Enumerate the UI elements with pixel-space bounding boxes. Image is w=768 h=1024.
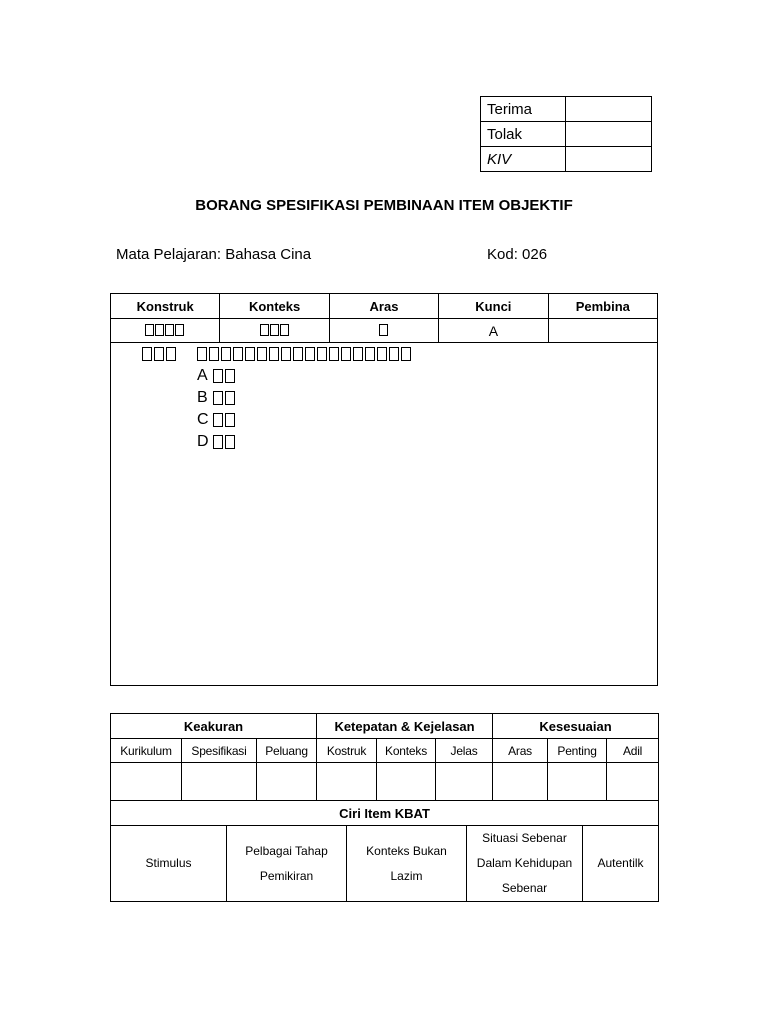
kunci-value: A bbox=[439, 319, 548, 343]
option-text bbox=[213, 413, 236, 427]
status-row-terima bbox=[481, 97, 652, 122]
item-spec-table bbox=[110, 293, 658, 686]
status-value-cell bbox=[566, 97, 652, 122]
kbat-title-row bbox=[111, 801, 659, 826]
answer-option-b bbox=[197, 389, 236, 407]
review-status-table bbox=[480, 96, 652, 172]
konstruk-value bbox=[111, 319, 220, 343]
score-cell bbox=[548, 763, 607, 801]
score-cell bbox=[182, 763, 257, 801]
form-title: BORANG SPESIFIKASI PEMBINAAN ITEM OBJEKTIF bbox=[195, 197, 573, 214]
score-cell bbox=[493, 763, 548, 801]
status-label: Terima bbox=[481, 97, 566, 122]
group-ketepatan-kejelasan: Ketepatan & Kejelasan bbox=[317, 714, 493, 739]
evaluation-table bbox=[110, 713, 659, 902]
status-row-kiv bbox=[481, 147, 652, 172]
kbat-stimulus: Stimulus bbox=[111, 826, 227, 901]
spec-header-row bbox=[111, 294, 658, 319]
option-letter: B bbox=[197, 389, 208, 406]
question-body bbox=[111, 343, 658, 686]
criterion-penting: Penting bbox=[548, 739, 607, 763]
criterion-aras: Aras bbox=[493, 739, 548, 763]
criterion-kurikulum: Kurikulum bbox=[111, 739, 182, 763]
question-stem bbox=[197, 347, 412, 361]
score-cell bbox=[436, 763, 493, 801]
group-kesesuaian: Kesesuaian bbox=[493, 714, 659, 739]
konteks-value bbox=[220, 319, 329, 343]
criterion-kostruk: Kostruk bbox=[317, 739, 377, 763]
criteria-group-row bbox=[111, 714, 659, 739]
score-cell bbox=[257, 763, 317, 801]
score-cell bbox=[111, 763, 182, 801]
kbat-table bbox=[111, 826, 658, 901]
criteria-score-row bbox=[111, 763, 659, 801]
kbat-row bbox=[111, 826, 659, 902]
status-label: KIV bbox=[481, 147, 566, 172]
kbat-container bbox=[111, 826, 659, 902]
kbat-situasi-sebenar: Situasi Sebenar Dalam Kehidupan Sebenar bbox=[467, 826, 583, 901]
option-letter: A bbox=[197, 367, 208, 384]
subject-line: Mata Pelajaran: Bahasa Cina bbox=[116, 246, 312, 263]
spec-header-konteks: Konteks bbox=[220, 294, 329, 319]
pembina-value bbox=[548, 319, 657, 343]
criterion-peluang: Peluang bbox=[257, 739, 317, 763]
subject-code: Kod: 026 bbox=[487, 246, 548, 263]
option-letter: C bbox=[197, 411, 209, 428]
spec-header-konstruk: Konstruk bbox=[111, 294, 220, 319]
criterion-spesifikasi: Spesifikasi bbox=[182, 739, 257, 763]
score-cell bbox=[317, 763, 377, 801]
kbat-pelbagai-tahap: Pelbagai Tahap Pemikiran bbox=[227, 826, 347, 901]
spec-value-row bbox=[111, 319, 658, 343]
criterion-jelas: Jelas bbox=[436, 739, 493, 763]
score-cell bbox=[377, 763, 436, 801]
status-row-tolak bbox=[481, 122, 652, 147]
answer-option-c bbox=[197, 411, 236, 429]
option-letter: D bbox=[197, 433, 209, 450]
status-value-cell bbox=[566, 122, 652, 147]
answer-option-d bbox=[197, 433, 236, 451]
spec-header-aras: Aras bbox=[329, 294, 438, 319]
kbat-autentik: Autentilk bbox=[597, 856, 644, 870]
spec-header-pembina: Pembina bbox=[548, 294, 657, 319]
criteria-subheader-row bbox=[111, 739, 659, 763]
option-text bbox=[213, 369, 236, 383]
status-label: Tolak bbox=[481, 122, 566, 147]
kbat-title: Ciri Item KBAT bbox=[111, 801, 659, 826]
question-body-row bbox=[111, 343, 658, 686]
option-text bbox=[213, 391, 236, 405]
criterion-konteks: Konteks bbox=[377, 739, 436, 763]
option-text bbox=[213, 435, 236, 449]
kbat-konteks-bukan-lazim: Konteks Bukan Lazim bbox=[347, 826, 467, 901]
spec-header-kunci: Kunci bbox=[439, 294, 548, 319]
status-value-cell bbox=[566, 147, 652, 172]
score-cell bbox=[607, 763, 659, 801]
answer-option-a bbox=[197, 367, 236, 385]
aras-value bbox=[329, 319, 438, 343]
group-keakuran: Keakuran bbox=[111, 714, 317, 739]
question-number bbox=[142, 347, 177, 361]
criterion-adil: Adil bbox=[607, 739, 659, 763]
